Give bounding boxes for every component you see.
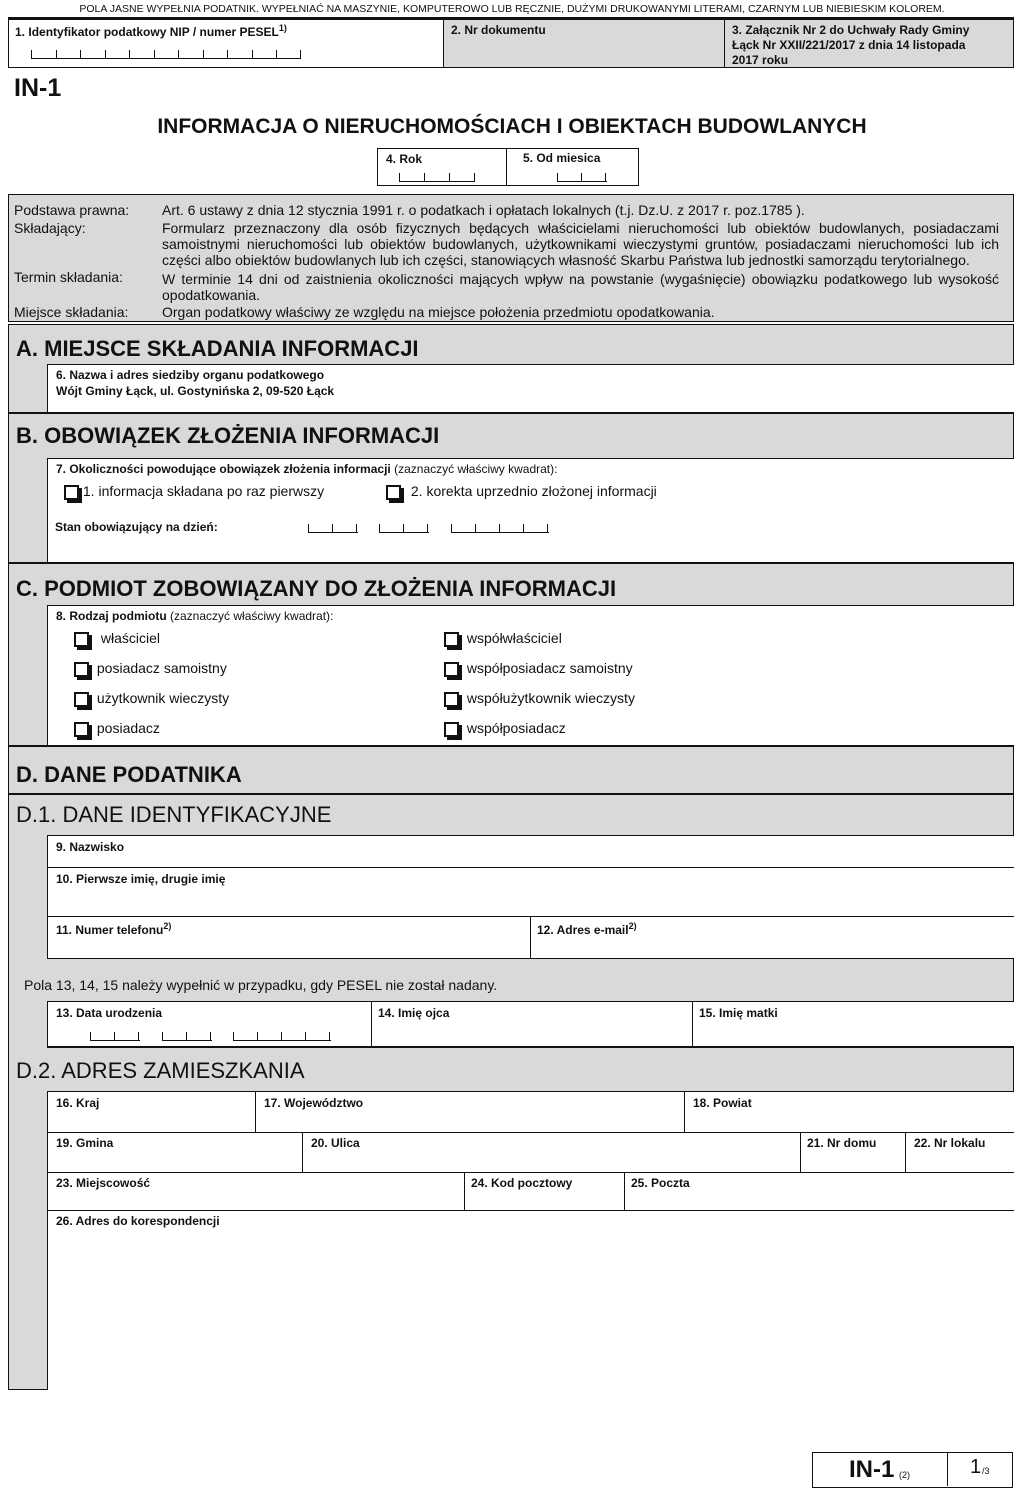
field4-label: 4. Rok: [386, 152, 423, 166]
field20-street[interactable]: 20. Ulica: [302, 1132, 801, 1173]
field16-country[interactable]: 16. Kraj: [47, 1091, 256, 1133]
field8-entity-type: [47, 605, 1014, 745]
footer-page-number: 1: [970, 1456, 982, 1478]
checkbox-icon[interactable]: [74, 632, 89, 647]
state-month-comb[interactable]: [379, 524, 429, 533]
field7-label: 7. Okoliczności powodujące obowiązek złożenia informacji: [56, 462, 391, 476]
field5-month[interactable]: [506, 148, 639, 186]
divider-d: [8, 793, 1014, 795]
divider-b: [8, 562, 1014, 564]
divider-a: [8, 412, 1014, 414]
form-title: INFORMACJA O NIERUCHOMOŚCIACH I OBIEKTACH BUDOWLANYCH: [157, 115, 867, 138]
field11-footnote: 2): [163, 921, 172, 931]
field17-voivodeship[interactable]: 17. Województwo: [255, 1091, 685, 1133]
state-day-comb[interactable]: [308, 524, 358, 533]
field11-phone[interactable]: 11. Numer telefonu$^{2)}$: [47, 916, 531, 959]
checkbox-icon[interactable]: [444, 632, 459, 647]
field14-father-name[interactable]: 14. Imię ojca: [371, 1001, 693, 1047]
field1-nip-pesel[interactable]: [9, 20, 443, 67]
submitter-text: Formularz przeznaczony dla osób fizycznych będących właścicielami nieruchomości lub obiektów budowlanych, posiadaczami samoistnymi nieruchomości lub obiektów budowlanych, użytkownikami wieczystymi gruntów, posiadaczami nieruchomości lub ich części albo obiektów budowlanych lub ich części, stanowiących własność Skarbu Państwa lub jednostki samorządu terytorialnego.: [162, 220, 999, 268]
field6-authority: [47, 364, 1014, 412]
field15-mother-name[interactable]: 15. Imię matki: [692, 1001, 1014, 1047]
pesel-note: Pola 13, 14, 15 należy wypełnić w przypadku, gdy PESEL nie został nadany.: [24, 977, 498, 993]
checkbox-icon[interactable]: [386, 485, 401, 500]
legal-basis-label: Podstawa prawna:: [14, 202, 130, 218]
section-b-title: B. OBOWIĄZEK ZŁOŻENIA INFORMACJI: [16, 423, 440, 448]
footer-form-code: IN-1: [849, 1456, 895, 1483]
field22-apartment-number[interactable]: 22. Nr lokalu: [905, 1132, 1014, 1173]
section-d2-title: D.2. ADRES ZAMIESZKANIA: [16, 1058, 305, 1083]
field24-postal-code[interactable]: 24. Kod pocztowy: [464, 1172, 625, 1211]
footer-version: (2): [899, 1470, 910, 1480]
checkbox-icon[interactable]: [74, 692, 89, 707]
checkbox-icon[interactable]: [444, 722, 459, 737]
section-d-title: D. DANE PODATNIKA: [16, 762, 242, 787]
divider-c: [8, 745, 1014, 747]
field8-hint: (zaznaczyć właściwy kwadrat):: [170, 609, 334, 623]
field2-label: 2. Nr dokumentu: [451, 23, 546, 37]
field8-label: 8. Rodzaj podmiotu: [56, 609, 167, 623]
section-d1-title: D.1. DANE IDENTYFIKACYJNE: [16, 802, 332, 827]
legal-basis-text: Art. 6 ustawy z dnia 12 stycznia 1991 r. o podatkach i opłatach lokalnych (t.j. Dz.U. z 2017 r. poz.1785 ).: [162, 202, 805, 218]
field2-doc-number: [443, 20, 725, 67]
field1-number: 1.: [15, 25, 26, 39]
field23-locality[interactable]: 23. Miejscowość: [47, 1172, 465, 1211]
checkbox-icon[interactable]: [64, 485, 79, 500]
field6-value: Wójt Gminy Łąck, ul. Gostynińska 2, 09-520 Łąck: [56, 384, 335, 398]
footer-box: [812, 1452, 1013, 1488]
field7-hint: (zaznaczyć właściwy kwadrat):: [394, 462, 558, 476]
state-date-label: Stan obowiązujący na dzień:: [55, 520, 218, 534]
field19-commune[interactable]: 19. Gmina: [47, 1132, 303, 1173]
field26-correspondence-address[interactable]: 26. Adres do korespondencji: [47, 1210, 1014, 1390]
field5-label: 5. Od miesica: [523, 151, 601, 165]
option-co-owner[interactable]: współwłaściciel: [444, 630, 562, 647]
field9-surname[interactable]: 9. Nazwisko: [47, 835, 1014, 868]
option-co-perpetual-user[interactable]: współużytkownik wieczysty: [444, 690, 635, 707]
deadline-text: W terminie 14 dni od zaistnienia okoliczności mających wpływ na powstanie (wygaśnięcie) obowiązku podatkowego lub wysokość opodatkowania.: [162, 271, 999, 303]
field25-post-office[interactable]: 25. Poczta: [624, 1172, 1014, 1211]
state-year-comb[interactable]: [451, 524, 549, 533]
section-a-title: A. MIEJSCE SKŁADANIA INFORMACJI: [16, 336, 419, 361]
field18-county[interactable]: 18. Powiat: [684, 1091, 1014, 1133]
field12-email[interactable]: 12. Adres e-mail$^{2)}$: [530, 916, 1014, 959]
field7-circumstances: [47, 458, 1014, 562]
checkbox-icon[interactable]: [444, 692, 459, 707]
checkbox-icon[interactable]: [74, 662, 89, 677]
deadline-label: Termin składania:: [14, 269, 123, 285]
field3-label: 3. Załącznik Nr 2 do Uchwały Rady Gminy Łąck Nr XXII/221/2017 z dnia 14 listopada 2017 roku: [732, 23, 970, 67]
option-co-holder[interactable]: współposiadacz: [444, 720, 566, 737]
option-holder[interactable]: posiadacz: [74, 720, 160, 737]
place-text: Organ podatkowy właściwy ze względu na miejsce położenia przedmiotu opodatkowania.: [162, 304, 715, 320]
submitter-label: Składający:: [14, 220, 86, 236]
section-c-title: C. PODMIOT ZOBOWIĄZANY DO ZŁOŻENIA INFORMACJI: [16, 576, 617, 601]
field6-label: 6. Nazwa i adres siedziby organu podatkowego: [56, 368, 325, 382]
field3-attachment: [724, 20, 1013, 67]
option-perpetual-user[interactable]: użytkownik wieczysty: [74, 690, 229, 707]
legal-info-block: [8, 194, 1014, 322]
option-co-independent-holder[interactable]: współposiadacz samoistny: [444, 660, 633, 677]
footer-page-total: /3: [982, 1466, 990, 1476]
form-code: IN-1: [14, 74, 62, 102]
place-label: Miejsce składania:: [14, 304, 129, 320]
field1-footnote: 1): [278, 23, 287, 33]
option-first-submission[interactable]: 1. informacja składana po raz pierwszy: [64, 483, 324, 500]
field1-label: Identyfikator podatkowy NIP / numer PESEL: [28, 25, 279, 39]
checkbox-icon[interactable]: [444, 662, 459, 677]
option-owner[interactable]: właściciel: [74, 630, 160, 647]
field4-year[interactable]: [377, 148, 507, 186]
field10-first-names[interactable]: 10. Pierwsze imię, drugie imię: [47, 867, 1014, 917]
field12-footnote: 2): [628, 921, 637, 931]
header-note: POLA JASNE WYPEŁNIA PODATNIK. WYPEŁNIAĆ NA MASZYNIE, KOMPUTEROWO LUB RĘCZNIE, DUŻYMI DRUKOWANYMI LITERAMI, CZARNYM LUB NIEBIESKIM KOLOREM.: [79, 3, 945, 15]
field13-birth-date[interactable]: 13. Data urodzenia: [47, 1001, 372, 1047]
option-independent-holder[interactable]: posiadacz samoistny: [74, 660, 227, 677]
field1-comb: [31, 50, 301, 59]
checkbox-icon[interactable]: [74, 722, 89, 737]
field21-house-number[interactable]: 21. Nr domu: [800, 1132, 906, 1173]
option-correction[interactable]: 2. korekta uprzednio złożonej informacji: [386, 483, 657, 500]
